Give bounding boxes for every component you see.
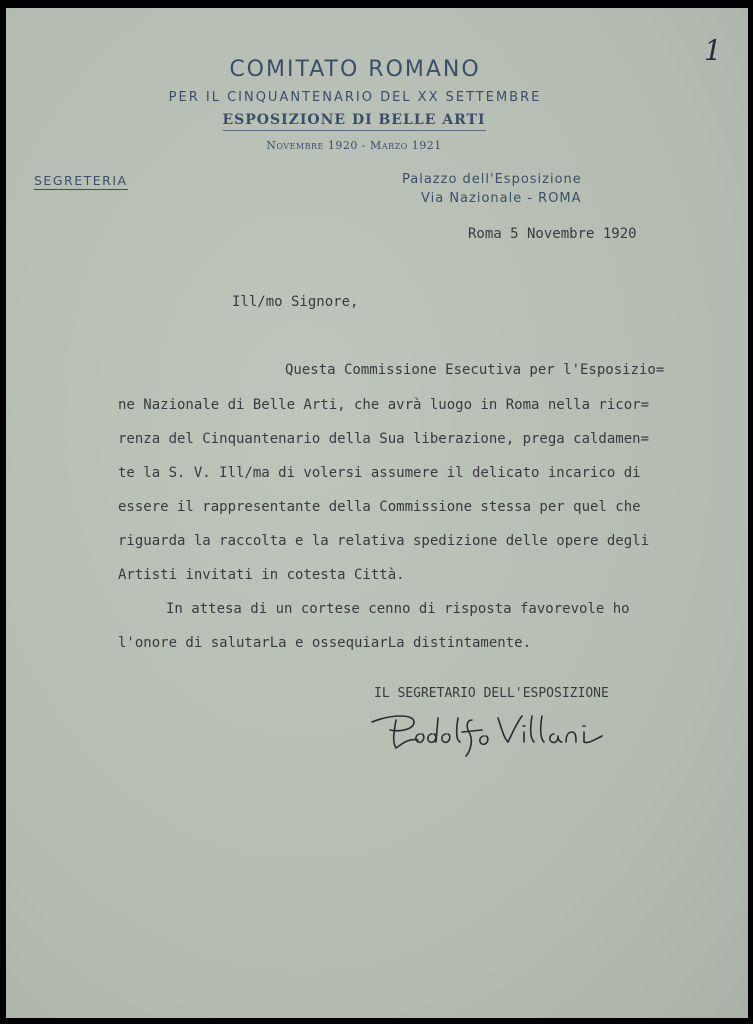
body-line-2: ne Nazionale di Belle Arti, che avrà luogo in Roma nella ricor=	[118, 397, 650, 413]
body-line-6: riguarda la raccolta e la relativa spedizione delle opere degli	[118, 533, 650, 549]
handwritten-signature	[362, 700, 622, 760]
signature-drawing	[362, 700, 622, 760]
body-line-1: Questa Commissione Esecutiva per l'Esposizio=	[285, 362, 665, 378]
letter-date: Roma 5 Novembre 1920	[468, 226, 637, 242]
letterhead-title: COMITATO ROMANO	[229, 57, 481, 82]
body-line-5: essere il rappresentante della Commissione stessa per quel che	[118, 499, 641, 515]
body-line-9: l'onore di salutarLa e ossequiarLa distintamente.	[118, 635, 532, 651]
letterhead-dates: Novembre 1920 - Marzo 1921	[266, 139, 442, 152]
signatory-title: IL SEGRETARIO DELL'ESPOSIZIONE	[374, 686, 609, 701]
address-line-2: Via Nazionale - ROMA	[421, 191, 582, 206]
letterhead-exhibition-text: ESPOSIZIONE DI BELLE ARTI	[223, 112, 486, 131]
body-line-4: te la S. V. Ill/ma di volersi assumere il delicato incarico di	[118, 465, 641, 481]
letterhead-exhibition	[0, 112, 708, 128]
page-number: 1	[704, 34, 722, 67]
body-line-8: In attesa di un cortese cenno di risposta favorevole ho	[166, 601, 630, 617]
department-label: SEGRETERIA	[34, 173, 128, 188]
body-line-3: renza del Cinquantenario della Sua liberazione, prega caldamen=	[118, 431, 650, 447]
letterhead-subtitle: PER IL CINQUANTENARIO DEL XX SETTEMBRE	[168, 90, 542, 105]
salutation: Ill/mo Signore,	[232, 294, 359, 310]
body-line-7: Artisti invitati in cotesta Città.	[118, 567, 405, 583]
address-line-1: Palazzo dell'Esposizione	[402, 172, 582, 187]
